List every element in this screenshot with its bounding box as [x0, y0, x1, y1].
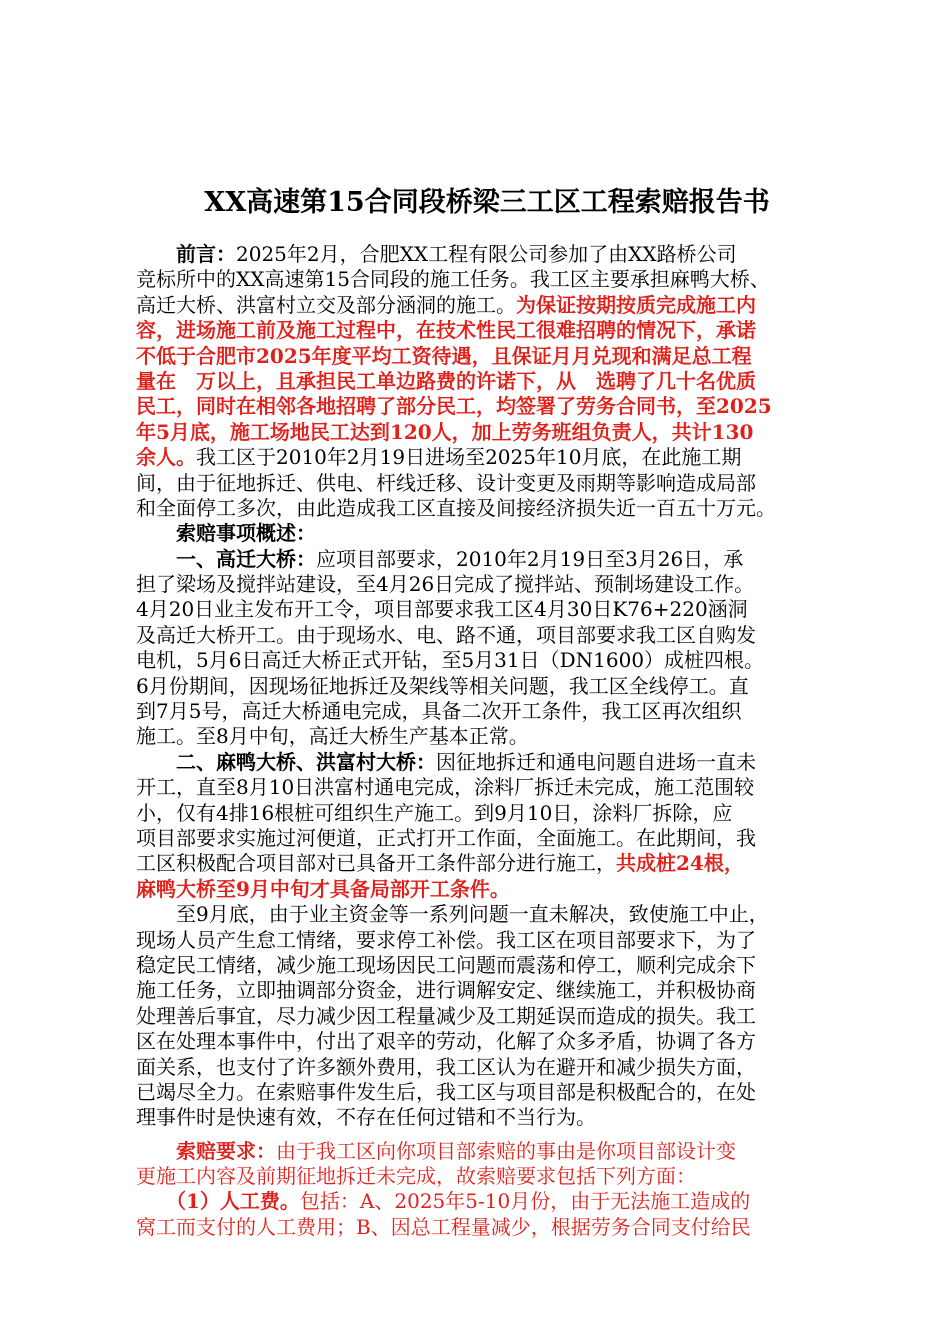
text-segment: 应项目部要求，2010年2月19日至3月26日，承: [316, 546, 744, 571]
text-segment: 施工。至8月中旬，高迁大桥生产基本正常。: [136, 724, 529, 749]
text-segment: [136, 750, 176, 774]
text-line: [136, 699, 838, 724]
text-segment: 一、高迁大桥：: [176, 546, 316, 571]
text-line: [136, 572, 838, 597]
text-segment: 不低于合肥市2025年度平均工资待遇，且保证月月兑现和满足总工程: [136, 343, 752, 368]
text-line: [136, 1164, 838, 1189]
text-segment: 因征地拆迁和通电问题自进场一直未: [436, 749, 756, 774]
text-segment: 民工，同时在相邻各地招聘了部分民工，均签署了劳务合同书，至2025: [136, 394, 772, 419]
text-segment: 包括：A、2025年5-10月份，由于无法施工造成的: [299, 1189, 751, 1214]
text-segment: 竞标所中的XX高速第15合同段的施工任务。我工区主要承担麻鸭大桥、: [136, 267, 770, 292]
text-segment: 项目部要求实施过河便道，正式打开工作面，全面施工。在此期间，我: [136, 825, 756, 850]
text-line: [136, 547, 838, 572]
text-segment: 容，进场施工前及施工过程中，在技术性民工很难招聘的情况下，承诺: [136, 318, 756, 343]
text-segment: 担了梁场及搅拌站建设，至4月26日完成了搅拌站、预制场建设工作。: [136, 572, 755, 597]
text-segment: 由于我工区向你项目部索赔的事由是你项目部设计变: [276, 1138, 736, 1163]
text-segment: 年5月底，施工场地民工达到120人，加上劳务班组负责人，共计130: [136, 419, 754, 444]
text-segment: 共成桩24根，: [616, 851, 744, 876]
text-line: [136, 648, 838, 673]
text-line: [136, 420, 838, 445]
text-segment: 我工区于2010年2月19日进场至2025年10月底，在此施工期: [196, 445, 742, 470]
text-line: [136, 293, 838, 318]
text-line: [136, 1029, 838, 1054]
text-line: [136, 267, 838, 292]
text-segment: 更施工内容及前期征地拆迁未完成，故索赔要求包括下列方面：: [136, 1164, 696, 1189]
text-segment: （1）人工费。: [176, 1189, 300, 1214]
text-segment: 麻鸭大桥至9月中旬才具备局部开工条件。: [136, 876, 510, 901]
text-segment: [136, 1139, 176, 1163]
text-line: [136, 445, 838, 470]
text-segment: 余人。: [136, 445, 196, 470]
text-line: [136, 724, 838, 749]
text-segment: 前言：: [176, 242, 236, 266]
text-segment: 施工任务，立即抽调部分资金，进行调解安定、继续施工，并积极协商: [136, 978, 756, 1003]
text-segment: 工区积极配合项目部对已具备开工条件部分进行施工，: [136, 851, 616, 876]
text-segment: 索赔事项概述：: [176, 521, 316, 546]
text-line: [136, 750, 838, 775]
text-line: [136, 953, 838, 978]
text-segment: 高迁大桥、洪富村立交及部分涵洞的施工。: [136, 292, 516, 317]
text-segment: 二、麻鸭大桥、洪富村大桥：: [176, 749, 436, 774]
text-line: [136, 1105, 838, 1130]
text-segment: 和全面停工多次，由此造成我工区直接及间接经济损失近一百五十万元。: [136, 495, 776, 520]
text-segment: 到7月5号，高迁大桥通电完成，具备二次开工条件，我工区再次组织: [136, 699, 742, 724]
text-segment: 量在 万以上，且承担民工单边路费的许诺下，从 选聘了几十名优质: [136, 368, 756, 393]
document-page: [136, 186, 838, 1240]
text-line: [136, 674, 838, 699]
text-segment: 电机，5月6日高迁大桥正式开钻，至5月31日（DN1600）成桩四根。: [136, 648, 765, 673]
text-segment: 窝工而支付的人工费用；B、因总工程量减少，根据劳务合同支付给民: [136, 1214, 751, 1239]
text-segment: 及高迁大桥开工。由于现场水、电、路不通，项目部要求我工区自购发: [136, 622, 756, 647]
text-line: [136, 242, 838, 267]
text-segment: 2025年2月，合肥XX工程有限公司参加了由XX路桥公司: [236, 242, 737, 266]
text-line: [136, 597, 838, 622]
text-segment: [136, 521, 176, 545]
text-segment: 4月20日业主发布开工令，项目部要求我工区4月30日K76+220涵洞: [136, 597, 748, 622]
text-line: [136, 1055, 838, 1080]
text-segment: 小，仅有4排16根桩可组织生产施工。到9月10日，涂料厂拆除，应: [136, 800, 733, 825]
text-segment: 处理善后事宜，尽力减少因工程量减少及工期延误而造成的损失。我工: [136, 1003, 756, 1028]
text-segment: [136, 242, 176, 266]
text-line: [136, 1004, 838, 1029]
text-line: [136, 623, 838, 648]
text-line: [136, 928, 838, 953]
text-segment: 间，由于征地拆迁、供电、杆线迁移、设计变更及雨期等影响造成局部: [136, 470, 756, 495]
text-segment: 已竭尽全力。在索赔事件发生后，我工区与项目部是积极配合的，在处: [136, 1079, 756, 1104]
text-line: [136, 496, 838, 521]
text-line: [136, 1139, 838, 1164]
text-line: [136, 318, 838, 343]
text-line: [136, 1189, 838, 1214]
text-line: [136, 978, 838, 1003]
text-segment: 至9月底，由于业主资金等一系列问题一直未解决，致使施工中止，: [136, 902, 769, 927]
text-line: [136, 902, 838, 927]
text-segment: [136, 547, 176, 571]
text-segment: 开工，直至8月10日洪富村通电完成，涂料厂拆迁未完成，施工范围较: [136, 775, 755, 800]
text-segment: 稳定民工情绪，减少施工现场因民工问题而震荡和停工，顺利完成余下: [136, 952, 756, 977]
text-segment: 理事件时是快速有效，不存在任何过错和不当行为。: [136, 1105, 596, 1130]
text-line: [136, 521, 838, 546]
text-line: [136, 1080, 838, 1105]
text-line: [136, 1215, 838, 1240]
text-line: [136, 801, 838, 826]
document-body: [136, 242, 838, 1240]
text-segment: 面关系，也支付了许多额外费用，我工区认为在避开和减少损失方面，: [136, 1054, 756, 1079]
text-segment: 为保证按期按质完成施工内: [516, 292, 756, 317]
text-segment: 现场人员产生怠工情绪，要求停工补偿。我工区在项目部要求下，为了: [136, 927, 756, 952]
text-line: [136, 471, 838, 496]
text-line: [136, 826, 838, 851]
text-segment: 索赔要求：: [176, 1138, 276, 1163]
text-line: [136, 775, 838, 800]
text-segment: [136, 1189, 176, 1213]
text-line: [136, 344, 838, 369]
text-line: [136, 851, 838, 876]
document-title: XX高速第15合同段桥梁三工区工程索赔报告书: [204, 187, 770, 218]
text-segment: 区在处理本事件中，付出了艰辛的劳动，化解了众多矛盾，协调了各方: [136, 1029, 756, 1054]
paragraph-gap: [136, 1131, 838, 1139]
text-segment: 6月份期间，因现场征地拆迁及架线等相关问题，我工区全线停工。直: [136, 673, 749, 698]
text-line: [136, 369, 838, 394]
text-line: [136, 877, 838, 902]
text-line: [136, 394, 838, 419]
